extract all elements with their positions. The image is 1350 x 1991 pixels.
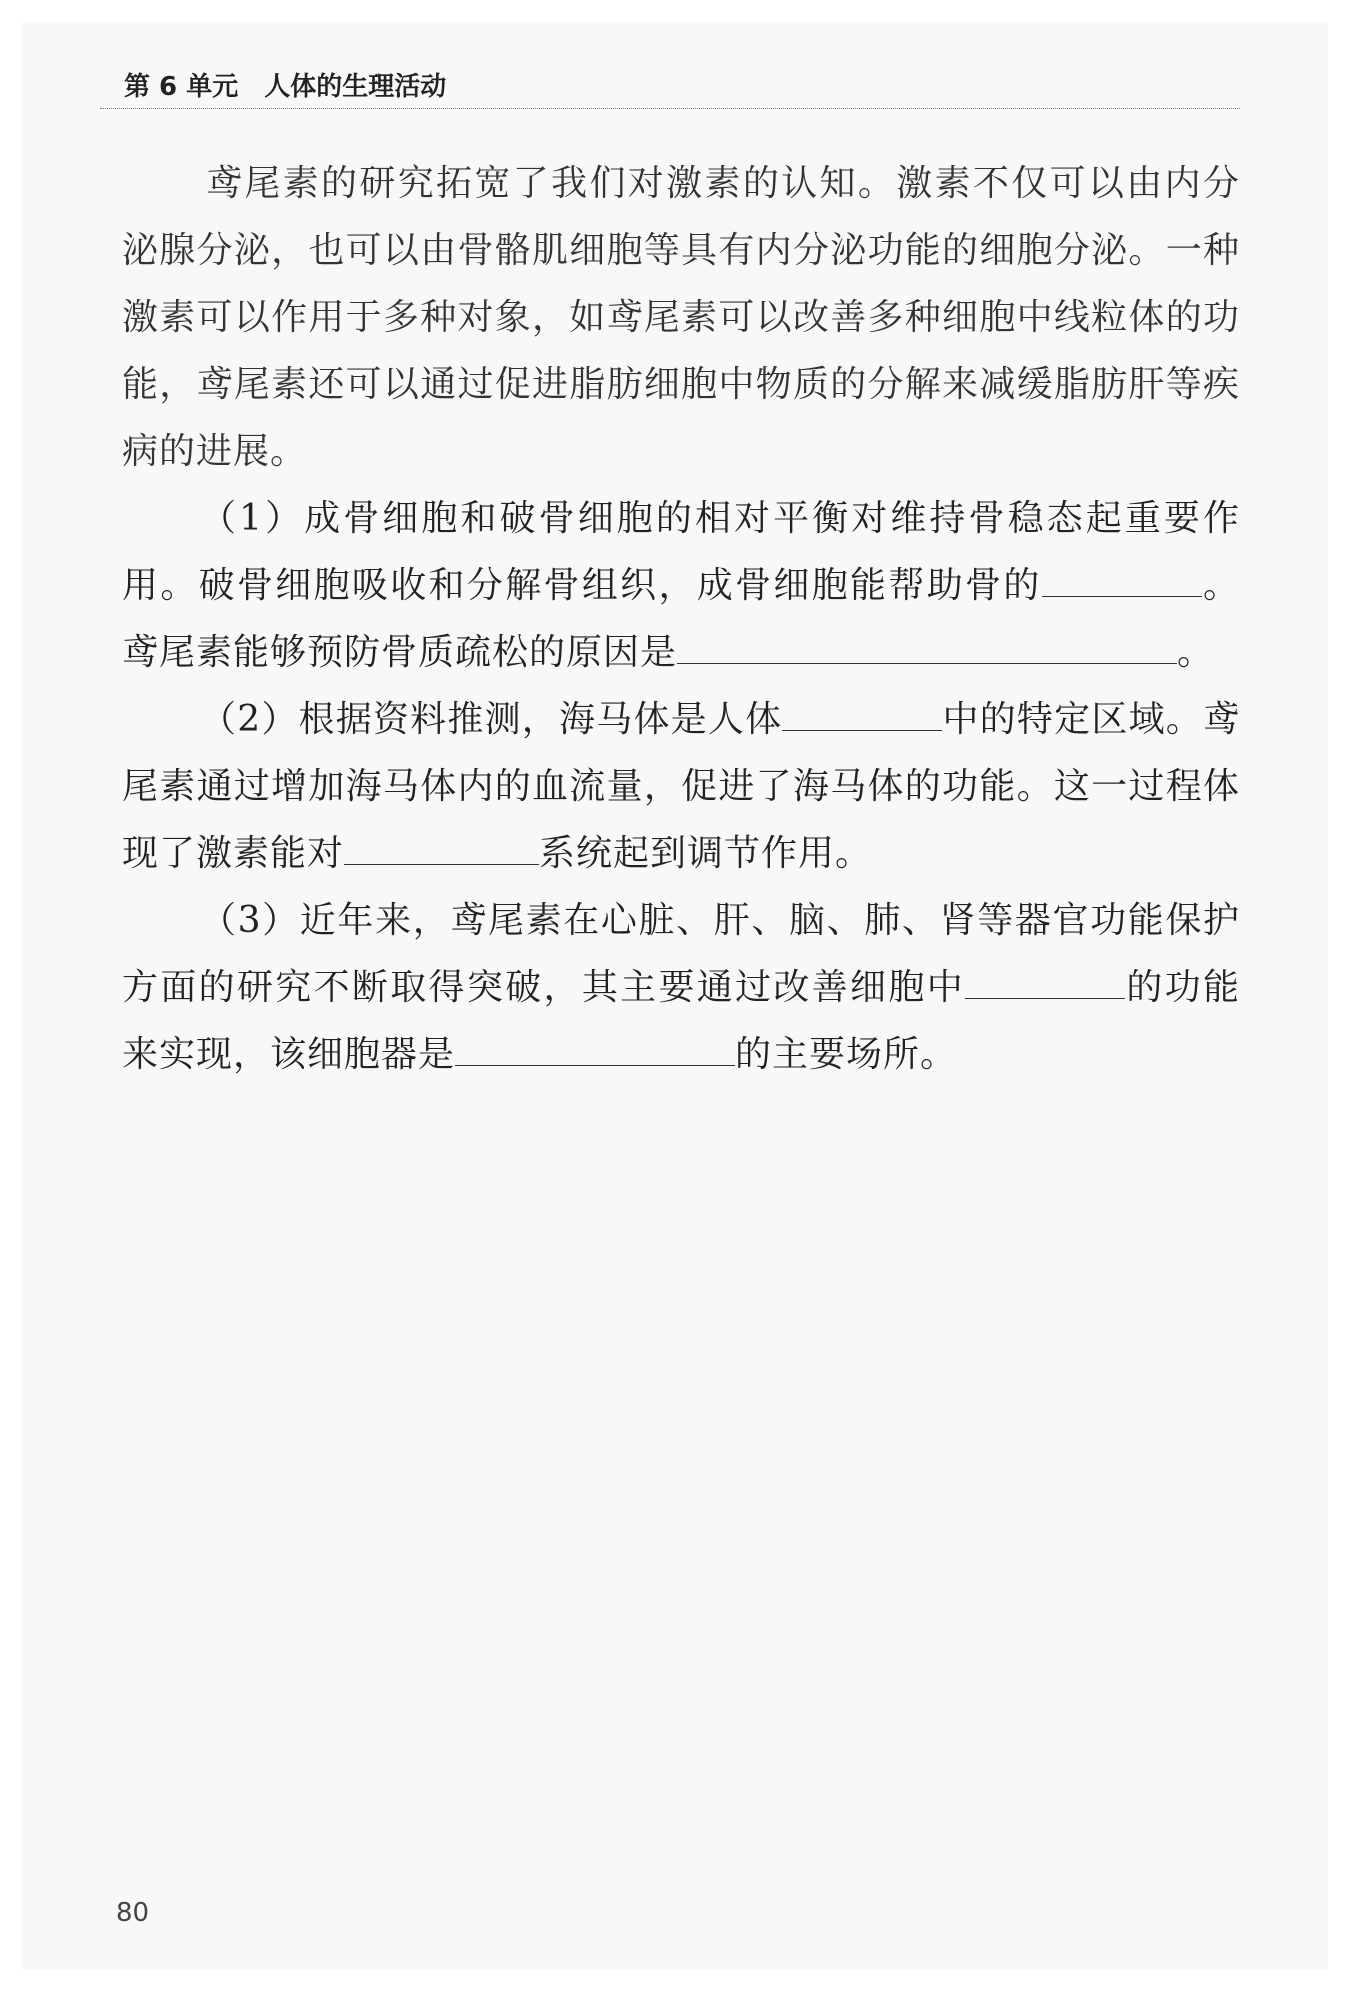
question-2-text-b: 中的特定区域。鸢尾素通过增加海马体内的血流量，促进了海马体的功能。这一过程体现了激素能对: [122, 699, 1240, 874]
question-3-text-b: 的功能来实现，该细胞器是: [122, 967, 1240, 1075]
answer-blank-1b[interactable]: [677, 629, 1177, 664]
page-header: [100, 66, 1240, 109]
question-1: [122, 485, 1240, 686]
question-1-text-b: 。鸢尾素能够预防骨质疏松的原因是: [122, 565, 1240, 673]
answer-blank-3a[interactable]: [965, 964, 1125, 999]
answer-blank-3b[interactable]: [455, 1031, 735, 1066]
unit-title: 第 6 单元 人体的生理活动: [124, 72, 447, 102]
question-3: [122, 887, 1240, 1088]
question-2: [122, 686, 1240, 887]
question-1-text-c: 。: [1177, 632, 1215, 673]
question-3-text-a: （3）近年来，鸢尾素在心脏、肝、脑、肺、肾等器官功能保护方面的研究不断取得突破，其主要通过改善细胞中: [122, 900, 1240, 1008]
answer-blank-1a[interactable]: [1042, 562, 1202, 597]
answer-blank-2b[interactable]: [344, 830, 539, 865]
question-2-text-c: 系统起到调节作用。: [539, 833, 873, 874]
question-1-text-a: （1）成骨细胞和破骨细胞的相对平衡对维持骨稳态起重要作用。破骨细胞吸收和分解骨组织，成骨细胞能帮助骨的: [122, 498, 1240, 606]
question-3-text-c: 的主要场所。: [735, 1034, 958, 1075]
intro-paragraph: 鸢尾素的研究拓宽了我们对激素的认知。激素不仅可以由内分泌腺分泌，也可以由骨骼肌细胞等具有内分泌功能的细胞分泌。一种激素可以作用于多种对象，如鸢尾素可以改善多种细胞中线粒体的功能，鸢尾素还可以通过促进脂肪细胞中物质的分解来减缓脂肪肝等疾病的进展。: [122, 163, 1240, 472]
answer-blank-2a[interactable]: [782, 696, 942, 731]
question-2-text-a: （2）根据资料推测，海马体是人体: [200, 699, 783, 740]
page-number: 80: [116, 1898, 150, 1928]
